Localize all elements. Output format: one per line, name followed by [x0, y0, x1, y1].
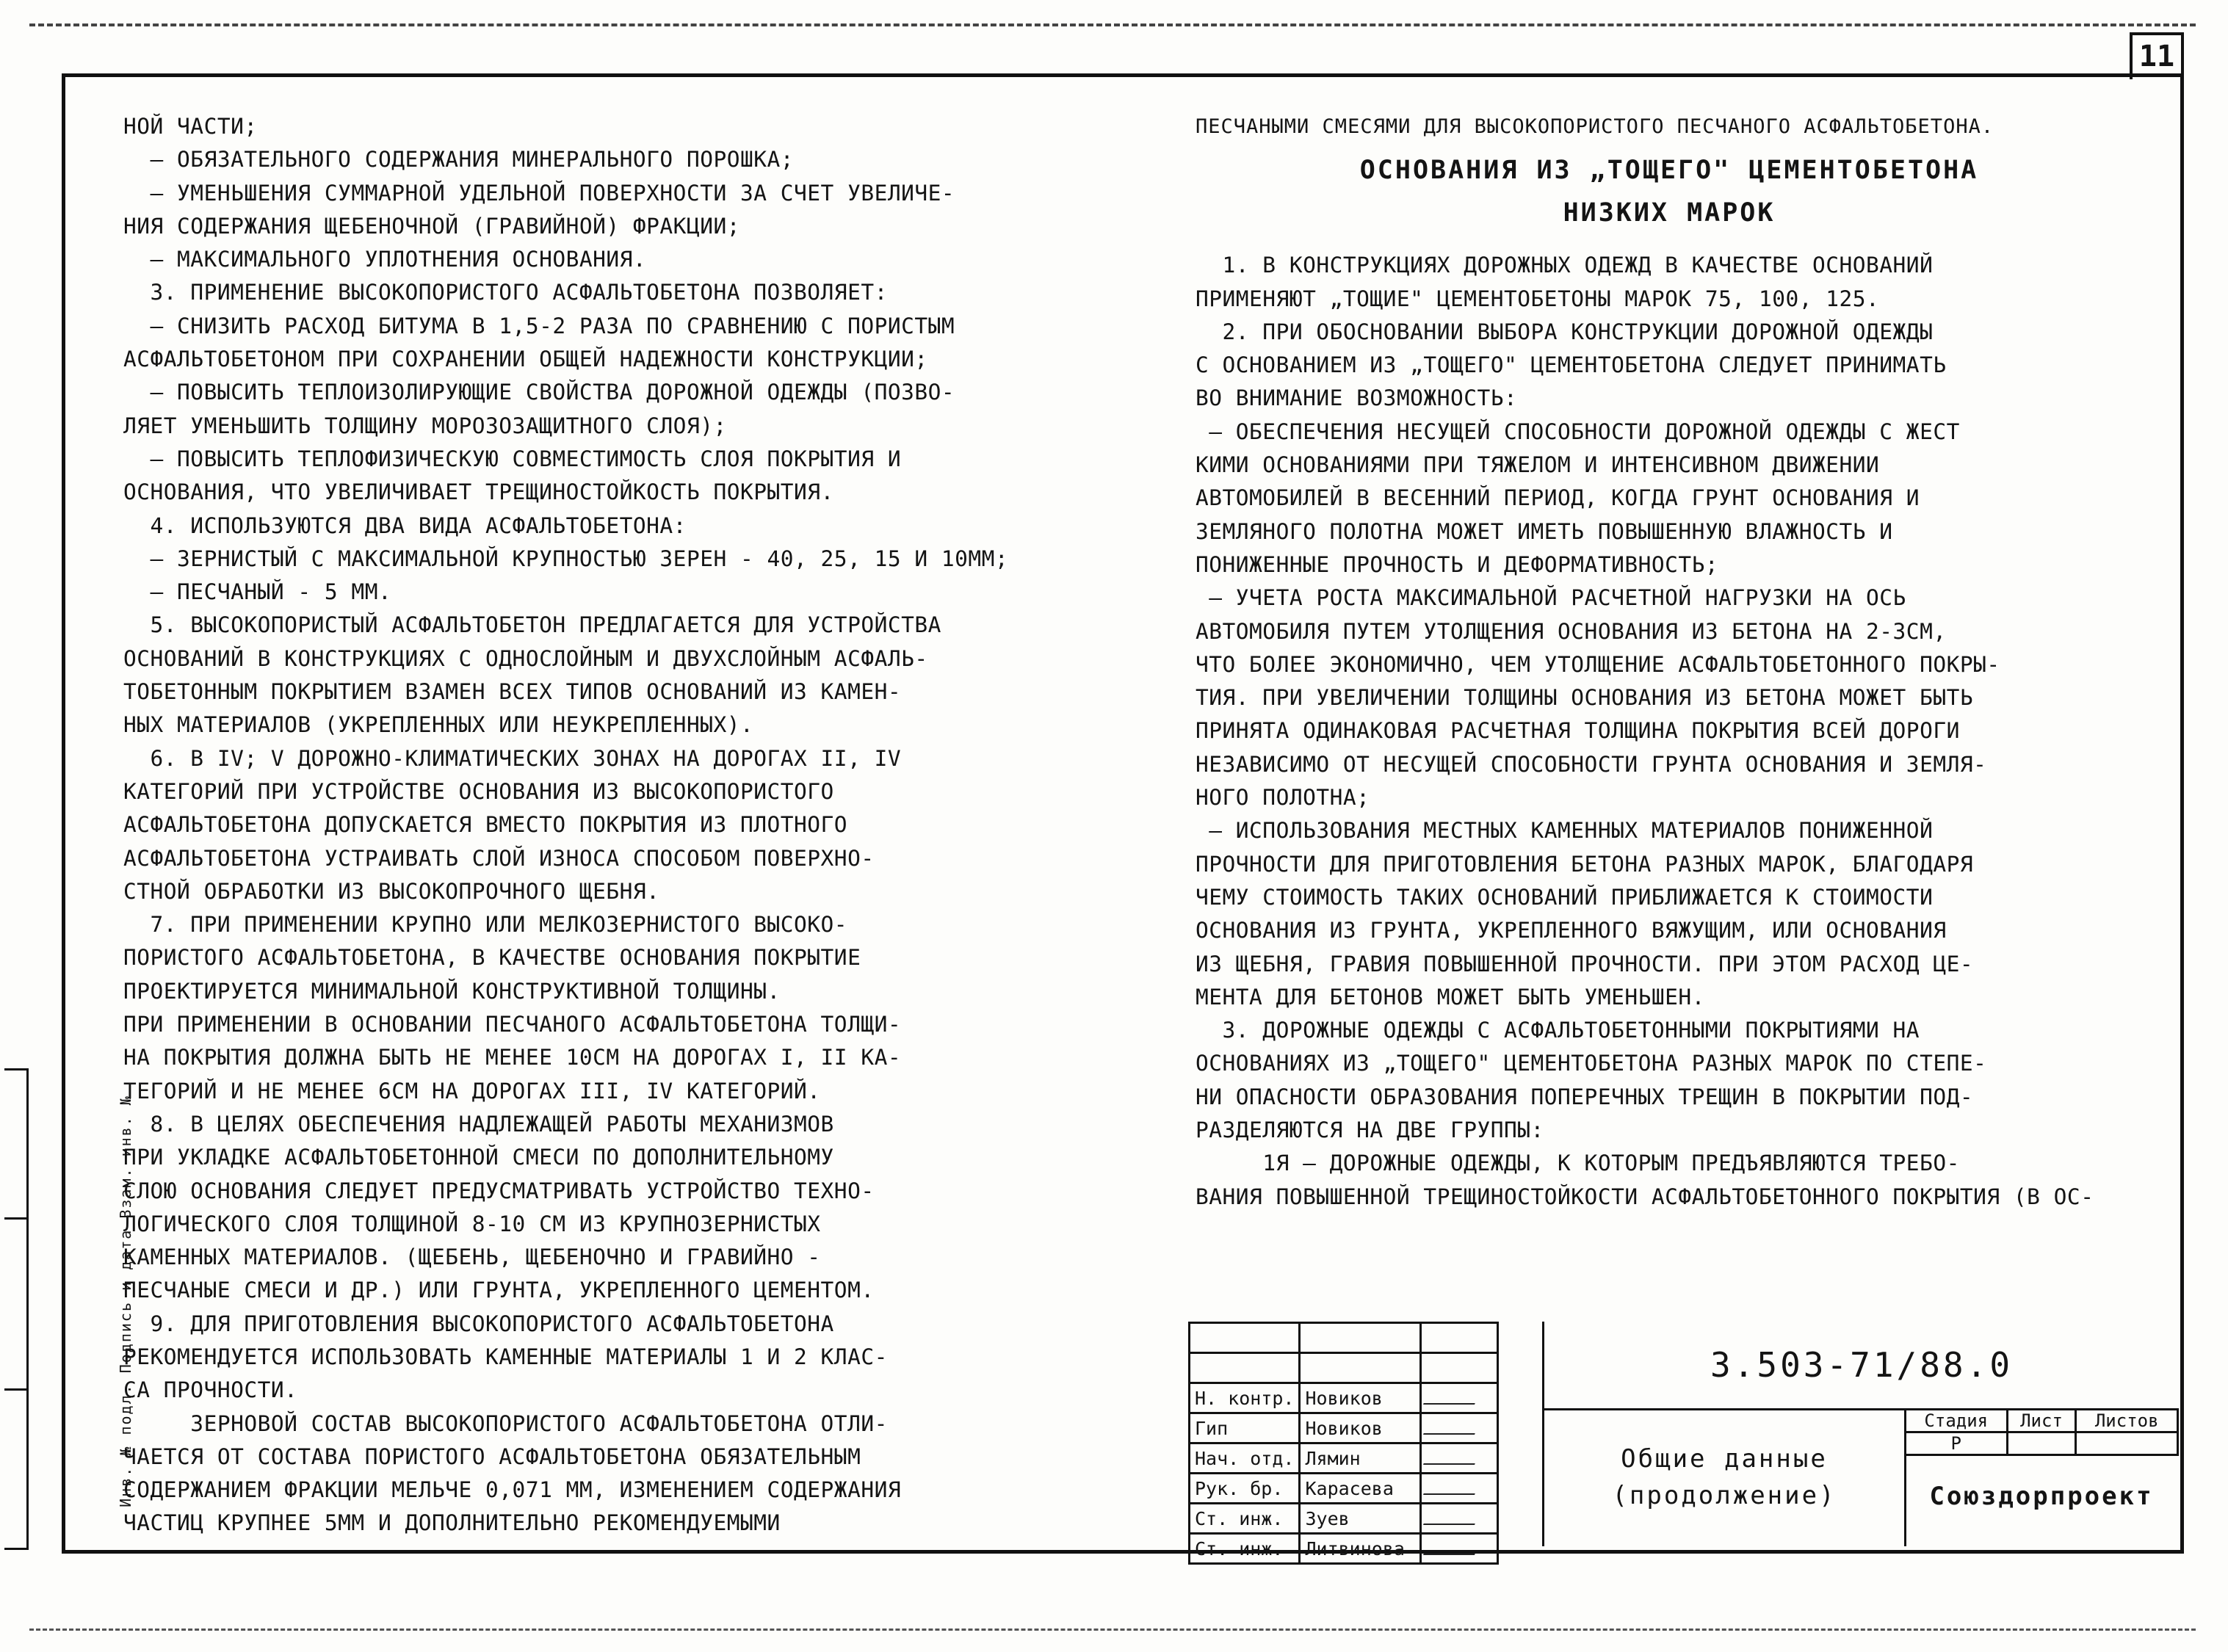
text-line: — СНИЗИТЬ РАСХОД БИТУМА В 1,5-2 РАЗА ПО СРАВНЕНИЮ С ПОРИСТЫМ	[123, 313, 955, 338]
text-line: ЧТО БОЛЕЕ ЭКОНОМИЧНО, ЧЕМ УТОЛЩЕНИЕ АСФАЛЬТОБЕТОННОГО ПОКРЫ-	[1196, 651, 2000, 677]
text-line: — УЧЕТА РОСТА МАКСИМАЛЬНОЙ РАСЧЕТНОЙ НАГРУЗКИ НА ОСЬ	[1196, 585, 1906, 611]
sheets-value	[2076, 1432, 2178, 1455]
text-line: ОСНОВАНИЯХ ИЗ „ТОЩЕГО" ЦЕМЕНТОБЕТОНА РАЗНЫХ МАРОК ПО СТЕПЕ-	[1196, 1051, 1987, 1076]
text-line: 3. ПРИМЕНЕНИЕ ВЫСОКОПОРИСТОГО АСФАЛЬТОБЕТОНА ПОЗВОЛЯЕТ:	[123, 280, 888, 305]
organization: Союздорпроект	[1929, 1482, 2154, 1511]
handwritten-signature	[1423, 1419, 1480, 1435]
handwritten-signature	[1423, 1449, 1480, 1465]
document-code: 3.503-71/88.0	[1544, 1322, 2179, 1410]
text-line: 2. ПРИ ОБОСНОВАНИИ ВЫБОРА КОНСТРУКЦИИ ДОРОЖНОЙ ОДЕЖДЫ	[1196, 319, 1934, 344]
text-line: СА ПРОЧНОСТИ.	[123, 1377, 298, 1403]
side-margin-label: Инв. № подл. Подпись и дата Взам. инв. №	[116, 1095, 134, 1507]
signature-role: Гип	[1190, 1413, 1300, 1443]
signature-mark	[1421, 1474, 1498, 1504]
signature-row	[1190, 1504, 1498, 1534]
section-subheading: НИЗКИХ МАРОК	[1563, 198, 1776, 228]
handwritten-signature	[1423, 1479, 1480, 1495]
text-line: 1Я — ДОРОЖНЫЕ ОДЕЖДЫ, К КОТОРЫМ ПРЕДЪЯВЛЯЮТСЯ ТРЕБО-	[1196, 1151, 1960, 1176]
text-line: ТОБЕТОННЫМ ПОКРЫТИЕМ ВЗАМЕН ВСЕХ ТИПОВ ОСНОВАНИЙ ИЗ КАМЕН-	[123, 679, 902, 705]
text-line: АСФАЛЬТОБЕТОНА УСТРАИВАТЬ СЛОЙ ИЗНОСА СПОСОБОМ ПОВЕРХНО-	[123, 845, 875, 871]
signature-row	[1190, 1383, 1498, 1413]
section-heading: ОСНОВАНИЯ ИЗ „ТОЩЕГО" ЦЕМЕНТОБЕТОНА	[1359, 156, 1979, 186]
bottom-cut-line	[29, 1629, 2196, 1631]
sheet-value	[2007, 1432, 2076, 1455]
text-line: 1. В КОНСТРУКЦИЯХ ДОРОЖНЫХ ОДЕЖД В КАЧЕСТВЕ ОСНОВАНИЙ	[1196, 253, 1934, 278]
text-line: — МАКСИМАЛЬНОГО УПЛОТНЕНИЯ ОСНОВАНИЯ.	[123, 247, 647, 272]
text-line: С ОСНОВАНИЕМ ИЗ „ТОЩЕГО" ЦЕМЕНТОБЕТОНА СЛЕДУЕТ ПРИНИМАТЬ	[1196, 352, 1947, 378]
text-line: ПРИ ПРИМЕНЕНИИ В ОСНОВАНИИ ПЕСЧАНОГО АСФАЛЬТОБЕТОНА ТОЛЩИ-	[123, 1012, 902, 1037]
text-line: АВТОМОБИЛЕЙ В ВЕСЕННИЙ ПЕРИОД, КОГДА ГРУНТ ОСНОВАНИЯ И	[1196, 485, 1920, 511]
signature-name: Литвинова	[1300, 1534, 1421, 1564]
text-line: ЧАСТИЦ КРУПНЕЕ 5ММ И ДОПОЛНИТЕЛЬНО РЕКОМЕНДУЕМЫМИ	[123, 1510, 781, 1536]
text-line: ПРИ УКЛАДКЕ АСФАЛЬТОБЕТОННОЙ СМЕСИ ПО ДОПОЛНИТЕЛЬНОМУ	[123, 1145, 834, 1170]
right-top-line: ПЕСЧАНЫМИ СМЕСЯМИ ДЛЯ ВЫСОКОПОРИСТОГО ПЕСЧАНОГО АСФАЛЬТОБЕТОНА.	[1196, 115, 1994, 138]
text-line: — ПЕСЧАНЫЙ - 5 ММ.	[123, 579, 392, 605]
handwritten-signature	[1423, 1388, 1480, 1405]
signature-role: Ст. инж.	[1190, 1504, 1300, 1534]
text-line: ТИЯ. ПРИ УВЕЛИЧЕНИИ ТОЛЩИНЫ ОСНОВАНИЯ ИЗ БЕТОНА МОЖЕТ БЫТЬ	[1196, 685, 1974, 711]
right-column-text	[1196, 249, 2143, 1214]
text-line: ПЕСЧАНЫЕ СМЕСИ И ДР.) ИЛИ ГРУНТА, УКРЕПЛЕННОГО ЦЕМЕНТОМ.	[123, 1278, 875, 1303]
signature-table	[1188, 1322, 1499, 1565]
sheet-header: Лист	[2007, 1410, 2076, 1432]
text-line: 5. ВЫСОКОПОРИСТЫЙ АСФАЛЬТОБЕТОН ПРЕДЛАГАЕТСЯ ДЛЯ УСТРОЙСТВА	[123, 612, 941, 638]
text-line: СТНОЙ ОБРАБОТКИ ИЗ ВЫСОКОПРОЧНОГО ЩЕБНЯ.	[123, 878, 660, 904]
text-line: 4. ИСПОЛЬЗУЮТСЯ ДВА ВИДА АСФАЛЬТОБЕТОНА:	[123, 512, 687, 538]
text-line: ЗЕМЛЯНОГО ПОЛОТНА МОЖЕТ ИМЕТЬ ПОВЫШЕННУЮ ВЛАЖНОСТЬ И	[1196, 518, 1893, 544]
handwritten-signature	[1423, 1539, 1480, 1555]
top-cut-line	[29, 23, 2196, 26]
text-line: РЕКОМЕНДУЕТСЯ ИСПОЛЬЗОВАТЬ КАМЕННЫЕ МАТЕРИАЛЫ 1 И 2 КЛАС-	[123, 1344, 888, 1369]
signature-row	[1190, 1413, 1498, 1443]
text-line: ПРИМЕНЯЮТ „ТОЩИЕ" ЦЕМЕНТОБЕТОНЫ МАРОК 75, 100, 125.	[1196, 286, 1880, 311]
text-line: ОСНОВАНИЯ ИЗ ГРУНТА, УКРЕПЛЕННОГО ВЯЖУЩИМ, ИЛИ ОСНОВАНИЯ	[1196, 918, 1947, 943]
text-line: НИ ОПАСНОСТИ ОБРАЗОВАНИЯ ПОПЕРЕЧНЫХ ТРЕЩИН В ПОКРЫТИИ ПОД-	[1196, 1084, 1974, 1109]
sheet-number: 11	[2130, 32, 2184, 79]
signature-name: Лямин	[1300, 1443, 1421, 1474]
signature-role: Ст. инж.	[1190, 1534, 1300, 1564]
signature-role: Нач. отд.	[1190, 1443, 1300, 1474]
signature-name: Зуев	[1300, 1504, 1421, 1534]
signature-mark	[1421, 1534, 1498, 1564]
text-line: — ИСПОЛЬЗОВАНИЯ МЕСТНЫХ КАМЕННЫХ МАТЕРИАЛОВ ПОНИЖЕННОЙ	[1196, 818, 1934, 844]
text-line: СЛОЮ ОСНОВАНИЯ СЛЕДУЕТ ПРЕДУСМАТРИВАТЬ УСТРОЙСТВО ТЕХНО-	[123, 1178, 875, 1203]
stage-table	[1904, 1408, 2179, 1546]
text-line: ВО ВНИМАНИЕ ВОЗМОЖНОСТЬ:	[1196, 385, 1518, 411]
text-line: 7. ПРИ ПРИМЕНЕНИИ КРУПНО ИЛИ МЕЛКОЗЕРНИСТОГО ВЫСОКО-	[123, 912, 848, 938]
signature-role: Н. контр.	[1190, 1383, 1300, 1413]
text-line: НОЙ ЧАСТИ;	[123, 114, 258, 139]
text-line: — ОБЕСПЕЧЕНИЯ НЕСУЩЕЙ СПОСОБНОСТИ ДОРОЖНОЙ ОДЕЖДЫ С ЖЕСТ	[1196, 419, 1960, 444]
text-line: КИМИ ОСНОВАНИЯМИ ПРИ ТЯЖЕЛОМ И ИНТЕНСИВНОМ ДВИЖЕНИИ	[1196, 452, 1880, 478]
text-line: АСФАЛЬТОБЕТОНОМ ПРИ СОХРАНЕНИИ ОБЩЕЙ НАДЕЖНОСТИ КОНСТРУКЦИИ;	[123, 347, 928, 372]
text-line: ИЗ ЩЕБНЯ, ГРАВИЯ ПОВЫШЕННОЙ ПРОЧНОСТИ. ПРИ ЭТОМ РАСХОД ЦЕ-	[1196, 951, 1974, 977]
text-line: ПРИНЯТА ОДИНАКОВАЯ РАСЧЕТНАЯ ТОЛЩИНА ПОКРЫТИЯ ВСЕЙ ДОРОГИ	[1196, 718, 1960, 744]
text-line: ПРОЕКТИРУЕТСЯ МИНИМАЛЬНОЙ КОНСТРУКТИВНОЙ ТОЛЩИНЫ.	[123, 978, 781, 1004]
text-line: НА ПОКРЫТИЯ ДОЛЖНА БЫТЬ НЕ МЕНЕЕ 10СМ НА ДОРОГАХ I, II КА-	[123, 1045, 902, 1070]
text-line: КАТЕГОРИЙ ПРИ УСТРОЙСТВЕ ОСНОВАНИЯ ИЗ ВЫСОКОПОРИСТОГО	[123, 778, 834, 804]
text-line: ЛЯЕТ УМЕНЬШИТЬ ТОЛЩИНУ МОРОЗОЗАЩИТНОГО СЛОЯ);	[123, 413, 727, 438]
left-column-text	[123, 110, 1085, 1540]
text-line: 3. ДОРОЖНЫЕ ОДЕЖДЫ С АСФАЛЬТОБЕТОННЫМИ ПОКРЫТИЯМИ НА	[1196, 1018, 1920, 1043]
title-block	[1542, 1322, 2179, 1546]
text-line: ЛОГИЧЕСКОГО СЛОЯ ТОЛЩИНОЙ 8-10 СМ ИЗ КРУПНОЗЕРНИСТЫХ	[123, 1211, 821, 1236]
text-line: ТЕГОРИЙ И НЕ МЕНЕЕ 6СМ НА ДОРОГАХ III, IV КАТЕГОРИЙ.	[123, 1078, 821, 1104]
handwritten-signature	[1423, 1509, 1480, 1525]
signature-name: Карасева	[1300, 1474, 1421, 1504]
signature-row	[1190, 1534, 1498, 1564]
signature-mark	[1421, 1383, 1498, 1413]
signature-row	[1190, 1474, 1498, 1504]
signature-mark	[1421, 1443, 1498, 1474]
sheet-title-line1: Общие данные	[1621, 1444, 1828, 1474]
text-line: ОСНОВАНИЯ, ЧТО УВЕЛИЧИВАЕТ ТРЕЩИНОСТОЙКОСТЬ ПОКРЫТИЯ.	[123, 479, 834, 505]
text-line: КАМЕННЫХ МАТЕРИАЛОВ. (ЩЕБЕНЬ, ЩЕБЕНОЧНО И ГРАВИЙНО -	[123, 1245, 821, 1270]
text-line: НЕЗАВИСИМО ОТ НЕСУЩЕЙ СПОСОБНОСТИ ГРУНТА ОСНОВАНИЯ И ЗЕМЛЯ-	[1196, 751, 1987, 777]
text-line: СОДЕРЖАНИЕМ ФРАКЦИИ МЕЛЬЧЕ 0,071 ММ, ИЗМЕНЕНИЕМ СОДЕРЖАНИЯ	[123, 1477, 902, 1503]
text-line: НЫХ МАТЕРИАЛОВ (УКРЕПЛЕННЫХ ИЛИ НЕУКРЕПЛЕННЫХ).	[123, 712, 754, 738]
text-line: ОСНОВАНИЙ В КОНСТРУКЦИЯХ С ОДНОСЛОЙНЫМ И ДВУХСЛОЙНЫМ АСФАЛЬ-	[123, 645, 928, 671]
text-line: — УМЕНЬШЕНИЯ СУММАРНОЙ УДЕЛЬНОЙ ПОВЕРХНОСТИ ЗА СЧЕТ УВЕЛИЧЕ-	[123, 180, 955, 206]
text-line: АСФАЛЬТОБЕТОНА ДОПУСКАЕТСЯ ВМЕСТО ПОКРЫТИЯ ИЗ ПЛОТНОГО	[123, 812, 848, 838]
signature-name: Новиков	[1300, 1383, 1421, 1413]
sheet-title-line2: (продолжение)	[1612, 1481, 1837, 1510]
text-line: 8. В ЦЕЛЯХ ОБЕСПЕЧЕНИЯ НАДЛЕЖАЩЕЙ РАБОТЫ МЕХАНИЗМОВ	[123, 1111, 834, 1137]
text-line: — ПОВЫСИТЬ ТЕПЛОФИЗИЧЕСКУЮ СОВМЕСТИМОСТЬ СЛОЯ ПОКРЫТИЯ И	[123, 446, 902, 471]
text-line: ЗЕРНОВОЙ СОСТАВ ВЫСОКОПОРИСТОГО АСФАЛЬТОБЕТОНА ОТЛИ-	[123, 1410, 888, 1436]
text-line: 9. ДЛЯ ПРИГОТОВЛЕНИЯ ВЫСОКОПОРИСТОГО АСФАЛЬТОБЕТОНА	[123, 1311, 834, 1336]
sheet-title	[1544, 1408, 1906, 1546]
text-line: АВТОМОБИЛЯ ПУТЕМ УТОЛЩЕНИЯ ОСНОВАНИЯ ИЗ БЕТОНА НА 2-3СМ,	[1196, 618, 1947, 644]
text-line: ЧЕМУ СТОИМОСТЬ ТАКИХ ОСНОВАНИЙ ПРИБЛИЖАЕТСЯ К СТОИМОСТИ	[1196, 884, 1934, 910]
sheets-header: Листов	[2076, 1410, 2178, 1432]
text-line: ПРОЧНОСТИ ДЛЯ ПРИГОТОВЛЕНИЯ БЕТОНА РАЗНЫХ МАРОК, БЛАГОДАРЯ	[1196, 851, 1974, 877]
text-line: НИЯ СОДЕРЖАНИЯ ЩЕБЕНОЧНОЙ (ГРАВИЙНОЙ) ФРАКЦИИ;	[123, 213, 740, 239]
text-line: ПОНИЖЕННЫЕ ПРОЧНОСТЬ И ДЕФОРМАТИВНОСТЬ;	[1196, 551, 1719, 577]
text-line: 6. В IV; V ДОРОЖНО-КЛИМАТИЧЕСКИХ ЗОНАХ НА ДОРОГАХ II, IV	[123, 745, 902, 771]
text-line: МЕНТА ДЛЯ БЕТОНОВ МОЖЕТ БЫТЬ УМЕНЬШЕН.	[1196, 984, 1705, 1010]
signature-role: Рук. бр.	[1190, 1474, 1300, 1504]
text-line: — ПОВЫСИТЬ ТЕПЛОИЗОЛИРУЮЩИЕ СВОЙСТВА ДОРОЖНОЙ ОДЕЖДЫ (ПОЗВО-	[123, 380, 955, 405]
text-line: — ОБЯЗАТЕЛЬНОГО СОДЕРЖАНИЯ МИНЕРАЛЬНОГО ПОРОШКА;	[123, 147, 795, 173]
text-line: — ЗЕРНИСТЫЙ С МАКСИМАЛЬНОЙ КРУПНОСТЬЮ ЗЕРЕН - 40, 25, 15 И 10ММ;	[123, 546, 1009, 571]
signature-row	[1190, 1443, 1498, 1474]
text-line: ПОРИСТОГО АСФАЛЬТОБЕТОНА, В КАЧЕСТВЕ ОСНОВАНИЯ ПОКРЫТИЕ	[123, 945, 861, 971]
text-line: ЧАЕТСЯ ОТ СОСТАВА ПОРИСТОГО АСФАЛЬТОБЕТОНА ОБЯЗАТЕЛЬНЫМ	[123, 1443, 861, 1469]
text-line: РАЗДЕЛЯЮТСЯ НА ДВЕ ГРУППЫ:	[1196, 1117, 1544, 1143]
signature-mark	[1421, 1504, 1498, 1534]
stage-value: Р	[1906, 1432, 2008, 1455]
signature-name: Новиков	[1300, 1413, 1421, 1443]
signature-mark	[1421, 1413, 1498, 1443]
text-line: НОГО ПОЛОТНА;	[1196, 785, 1370, 811]
side-margin-box	[4, 1068, 29, 1550]
right-column	[1196, 110, 2143, 1214]
stage-header: Стадия	[1906, 1410, 2008, 1432]
text-line: ВАНИЯ ПОВЫШЕННОЙ ТРЕЩИНОСТОЙКОСТИ АСФАЛЬТОБЕТОННОГО ПОКРЫТИЯ (В ОС-	[1196, 1184, 2094, 1209]
